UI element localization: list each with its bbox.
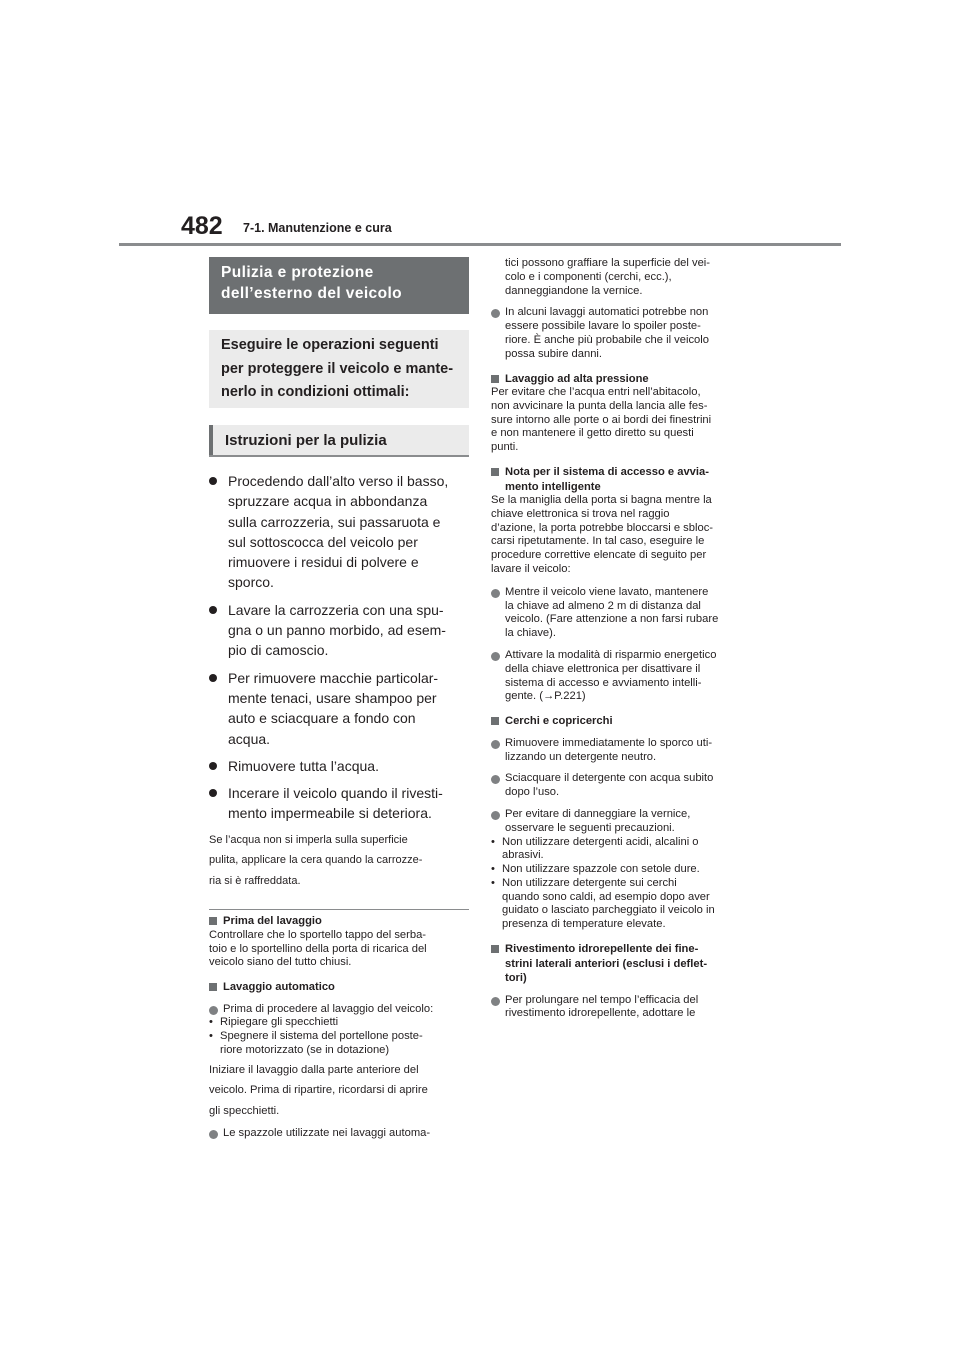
bullet-icon	[209, 789, 217, 797]
auto-wash-after-text: Iniziare il lavaggio dalla parte anteriore del veicolo. Prima di ripartire, ricordarsi di aprire gli specchietti.	[209, 1063, 428, 1117]
left-column	[209, 257, 469, 1141]
smart-entry-bullet: Attivare la modalità di risparmio energetico della chiave elettronica per disattivare il sistema di accesso e avviamento intelli- gente. (→P.221)	[491, 649, 751, 704]
cleaning-instructions-heading	[209, 425, 469, 457]
circle-bullet-icon	[209, 1006, 218, 1015]
cleaning-steps-list	[209, 471, 469, 824]
right-column	[491, 257, 751, 1021]
list-item: • Non utilizzare spazzole con setole dure.	[491, 863, 751, 877]
circle-bullet-icon	[491, 652, 500, 661]
square-bullet-icon	[491, 717, 499, 725]
bullet-icon	[209, 606, 217, 614]
smart-entry-bullet: Mentre il veicolo viene lavato, mantenere la chiave ad almeno 2 m di distanza dal veicolo. (Fare attenzione a non farsi rubare la chiave).	[491, 586, 751, 641]
coating-bullet: Per prolungare nel tempo l’efficacia del rivestimento idrorepellente, adottare le	[491, 994, 751, 1022]
wheels-bullet: Sciacquare il detergente con acqua subito dopo l’uso.	[491, 772, 751, 800]
coating-heading: Rivestimento idrorepellente dei fine- strini laterali anteriori (esclusi i deflet- tori)	[491, 942, 751, 986]
auto-wash-bullet: Prima di procedere al lavaggio del veicolo: • Ripiegare gli specchietti • Spegnere il sistema del portellone poste- riore motorizzato (se in dotazione)	[209, 1003, 469, 1058]
square-bullet-icon	[209, 917, 217, 925]
circle-bullet-icon	[491, 740, 500, 749]
brush-continuation: tici possono graffiare la superficie del vei- colo e i componenti (cerchi, ecc.), danneggiandone la vernice.	[505, 257, 711, 297]
intro-box	[209, 330, 469, 408]
before-wash-heading: Prima del lavaggio	[209, 914, 469, 929]
high-pressure-text: Per evitare che l’acqua entri nell’abitacolo, non avvicinare la punta della lancia alle fes- sure intorno alle porte o ai bordi dei finestrini e non mantenere il getto diretto su questi punti.	[491, 386, 712, 454]
intro-line: per proteggere il veicolo e mante-	[221, 360, 454, 377]
list-item: • Spegnere il sistema del portellone poste- riore motorizzato (se in dotazione)	[209, 1030, 469, 1058]
circle-bullet-icon	[491, 811, 500, 820]
circle-bullet-icon	[491, 309, 500, 318]
high-pressure-heading: Lavaggio ad alta pressione	[491, 372, 751, 387]
wheels-bullet: Rimuovere immediatamente lo sporco uti- lizzando un detergente neutro.	[491, 737, 751, 765]
list-item: Per rimuovere macchie particolar- mente tenaci, usare shampoo per auto e sciacquare a fondo con acqua.	[209, 668, 469, 749]
auto-wash-heading: Lavaggio automatico	[209, 980, 469, 995]
bullet-icon	[209, 762, 217, 770]
wheels-heading: Cerchi e copricerchi	[491, 714, 751, 729]
smart-entry-text: Se la maniglia della porta si bagna mentre la chiave elettronica si trova nel raggio d’azione, la porta potrebbe bloccarsi e sbloc- carsi ripetutamente. In tal caso, eseguire le procedure correttive elencate di seguito per lavare il veicolo:	[491, 494, 714, 576]
list-item: • Non utilizzare detergenti acidi, alcalini o abrasivi.	[491, 836, 751, 864]
square-bullet-icon	[491, 375, 499, 383]
list-item: • Non utilizzare detergente sui cerchi quando sono caldi, ad esempio dopo aver guidato o lasciato parcheggiato il veicolo in presenza di temperature elevate.	[491, 877, 751, 932]
list-item: Incerare il veicolo quando il rivesti- mento impermeabile si deteriora.	[209, 783, 469, 824]
auto-wash-brush-bullet: Le spazzole utilizzate nei lavaggi automa-	[209, 1127, 469, 1141]
circle-bullet-icon	[491, 997, 500, 1006]
square-bullet-icon	[209, 983, 217, 991]
list-item: • Ripiegare gli specchietti	[209, 1016, 469, 1030]
smart-entry-heading: Nota per il sistema di accesso e avvia- mento intelligente	[491, 465, 751, 494]
title-line: Pulizia e protezione	[221, 264, 374, 281]
section-title-box	[209, 257, 469, 314]
circle-bullet-icon	[491, 589, 500, 598]
intro-line: Eseguire le operazioni seguenti	[221, 337, 439, 353]
header-divider	[119, 243, 841, 246]
spoiler-bullet: In alcuni lavaggi automatici potrebbe non essere possibile lavare lo spoiler poste- riore. È anche più probabile che il veicolo possa subire danni.	[491, 306, 751, 361]
bullet-icon	[209, 477, 217, 485]
list-item: Procedendo dall’alto verso il basso, spruzzare acqua in abbondanza sulla carrozzeria, sui passaruota e sul sottoscocca del veicolo per rimuovere i residui di polvere e sporco.	[209, 471, 469, 593]
title-line: dell’esterno del veicolo	[221, 285, 403, 302]
intro-line: nerlo in condizioni ottimali:	[221, 384, 410, 400]
square-bullet-icon	[491, 945, 499, 953]
wax-note: Se l’acqua non si imperla sulla superficie pulita, applicare la cera quando la carrozze- ria si è raffreddata.	[209, 833, 423, 887]
circle-bullet-icon	[491, 775, 500, 784]
heading-text: Istruzioni per la pulizia	[225, 431, 387, 449]
list-item: Rimuovere tutta l’acqua.	[209, 756, 469, 776]
square-bullet-icon	[491, 468, 499, 476]
auto-wash-subitems	[220, 1016, 469, 1057]
page-number: 482	[181, 212, 223, 240]
section-title: 7-1. Manutenzione e cura	[243, 221, 392, 235]
wheels-precautions	[502, 835, 751, 933]
list-item: Lavare la carrozzeria con una spu- gna o un panno morbido, ad esem- pio di camoscio.	[209, 600, 469, 661]
bullet-icon	[209, 674, 217, 682]
before-wash-text: Controllare che lo sportello tappo del serba- toio e lo sportellino della porta di ricarica del veicolo siano del tutto chiusi.	[209, 928, 427, 969]
wheels-bullet: Per evitare di danneggiare la vernice, osservare le seguenti precauzioni. • Non utilizzare detergenti acidi, alcalini o abrasivi. • Non utilizzare spazzole con setole dure. • Non utilizzare detergente sui cerchi quando sono caldi, ad esempio dopo aver guidato o lasciato parcheggiato il veicolo in presenza di temperature elevate.	[491, 808, 751, 932]
circle-bullet-icon	[209, 1130, 218, 1139]
notes-divider	[209, 909, 469, 910]
